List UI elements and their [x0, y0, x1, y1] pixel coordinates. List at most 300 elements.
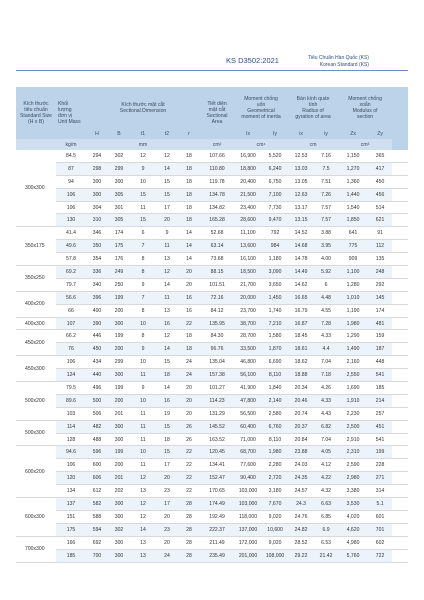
table-cell: 2,280 — [262, 459, 288, 472]
standard-size-cell: 700x300 — [16, 536, 56, 562]
sub-zy: Zy — [368, 129, 392, 139]
table-cell: 3.95 — [314, 240, 338, 253]
table-cell: 9 — [156, 227, 178, 240]
table-cell: 300 — [108, 433, 130, 446]
row-spacer — [392, 536, 408, 549]
table-cell: 56,100 — [234, 369, 262, 382]
col-modulus-of-section: Moment chống xoắn Modulus of section — [338, 87, 392, 129]
table-cell: 10 — [130, 356, 156, 369]
table-row — [16, 510, 408, 523]
table-cell: 20 — [156, 510, 178, 523]
table-row — [16, 407, 408, 420]
table-cell: 107.66 — [200, 150, 234, 162]
table-cell: 72.16 — [200, 291, 234, 304]
table-cell: 66 — [56, 304, 86, 317]
table-cell: 596 — [86, 446, 108, 459]
table-cell: 2,910 — [338, 433, 368, 446]
table-row — [16, 278, 408, 291]
row-spacer — [392, 446, 408, 459]
table-row — [16, 330, 408, 343]
table-cell: 96.76 — [200, 343, 234, 356]
table-cell: 4.48 — [314, 291, 338, 304]
table-cell: 15 — [130, 188, 156, 201]
table-cell: 299 — [108, 162, 130, 175]
table-cell: 14 — [130, 523, 156, 536]
table-cell: 135 — [368, 253, 392, 266]
table-cell: 1,180 — [262, 253, 288, 266]
standard-size-cell: 350x175 — [16, 227, 56, 266]
table-cell: 114 — [56, 420, 86, 433]
table-cell: 56,500 — [234, 407, 262, 420]
table-cell: 13 — [130, 549, 156, 562]
table-cell: 174 — [368, 304, 392, 317]
table-cell: 10 — [130, 175, 156, 188]
table-cell: 151 — [56, 510, 86, 523]
table-cell: 175 — [108, 240, 130, 253]
table-cell: 300 — [108, 369, 130, 382]
table-cell: 199 — [368, 446, 392, 459]
table-cell: 541 — [368, 369, 392, 382]
table-cell: 76 — [56, 343, 86, 356]
table-cell: 94 — [56, 175, 86, 188]
table-cell: 248 — [368, 266, 392, 279]
table-row — [16, 394, 408, 407]
table-cell: 22 — [178, 446, 200, 459]
table-cell: 135.04 — [200, 356, 234, 369]
col-standard-size: Kích thước tiêu chuẩn Standard Size (H x B) — [16, 87, 56, 139]
table-cell: 1,290 — [338, 330, 368, 343]
table-cell: 175 — [56, 523, 86, 536]
table-cell: 4.33 — [314, 394, 338, 407]
table-cell: 300 — [108, 536, 130, 549]
table-cell: 23,400 — [234, 201, 262, 214]
table-cell: 11 — [130, 420, 156, 433]
table-cell: 46,800 — [234, 356, 262, 369]
table-cell: 1,580 — [262, 330, 288, 343]
table-cell: 159 — [368, 330, 392, 343]
table-cell: 23,700 — [234, 304, 262, 317]
table-cell: 57.8 — [56, 253, 86, 266]
table-cell: 7.16 — [314, 150, 338, 162]
table-cell: 601 — [368, 510, 392, 523]
table-row — [16, 253, 408, 266]
table-cell: 294 — [86, 150, 108, 162]
table-cell: 22 — [178, 317, 200, 330]
table-cell: 14.62 — [288, 278, 314, 291]
table-cell: 68,700 — [234, 446, 262, 459]
table-row — [16, 446, 408, 459]
table-cell: 354 — [86, 253, 108, 266]
table-cell: 11,100 — [234, 227, 262, 240]
table-cell: 18 — [178, 201, 200, 214]
table-cell: 71,000 — [234, 433, 262, 446]
table-cell: 2,230 — [338, 407, 368, 420]
table-cell: 134 — [56, 485, 86, 498]
table-cell: 41.4 — [56, 227, 86, 240]
table-cell: 448 — [368, 356, 392, 369]
table-cell: 21,500 — [234, 188, 262, 201]
row-spacer — [392, 175, 408, 188]
standard-size-cell: 600x300 — [16, 498, 56, 537]
table-cell: 6.53 — [314, 536, 338, 549]
table-cell: 23.88 — [288, 446, 314, 459]
table-cell: 18.88 — [288, 369, 314, 382]
table-cell: 15 — [156, 188, 178, 201]
table-cell: 13.15 — [288, 214, 314, 227]
table-cell: 103,000 — [234, 498, 262, 511]
table-cell: 13 — [130, 536, 156, 549]
table-cell: 20 — [156, 214, 178, 227]
table-cell: 84.30 — [200, 330, 234, 343]
table-cell: 300 — [86, 175, 108, 188]
table-cell: 28 — [178, 549, 200, 562]
table-cell: 6,750 — [262, 175, 288, 188]
table-cell: 8,110 — [262, 433, 288, 446]
table-cell: 185 — [56, 549, 86, 562]
table-cell: 24.3 — [288, 498, 314, 511]
table-cell: 106 — [56, 459, 86, 472]
table-cell: 301 — [108, 201, 130, 214]
table-cell: 5.1 — [368, 498, 392, 511]
row-spacer — [392, 150, 408, 162]
table-cell: 3,180 — [262, 485, 288, 498]
table-cell: 7 — [130, 291, 156, 304]
table-row — [16, 485, 408, 498]
table-cell: 1,440 — [338, 188, 368, 201]
table-cell: 1,270 — [338, 162, 368, 175]
table-cell: 21.42 — [314, 549, 338, 562]
table-cell: 4.33 — [314, 330, 338, 343]
col-sectional-area: Tiết diện mặt cắt Sectional Area — [200, 87, 234, 139]
table-cell: 66.2 — [56, 330, 86, 343]
table-cell: 166 — [56, 536, 86, 549]
table-cell: 14.52 — [288, 227, 314, 240]
table-cell: 302 — [108, 150, 130, 162]
row-spacer — [392, 201, 408, 214]
table-cell: 300 — [108, 498, 130, 511]
table-cell: 120.45 — [200, 446, 234, 459]
table-cell: 1,980 — [338, 317, 368, 330]
table-cell: 88.15 — [200, 266, 234, 279]
table-cell: 606 — [86, 472, 108, 485]
table-cell: 1,150 — [338, 150, 368, 162]
table-cell: 257 — [368, 407, 392, 420]
sub-iy-moment: Iy — [262, 129, 288, 139]
sub-ix-moment: Ix — [234, 129, 262, 139]
table-cell: 33,500 — [234, 343, 262, 356]
table-cell: 8 — [130, 266, 156, 279]
table-cell: 119.78 — [200, 175, 234, 188]
table-cell: 20 — [156, 472, 178, 485]
table-cell: 340 — [86, 278, 108, 291]
row-spacer — [392, 317, 408, 330]
col-sectional-dimension: Kích thước mặt cắt Sectional Dimension — [86, 87, 200, 129]
table-cell: 612 — [86, 485, 108, 498]
table-cell: 106 — [56, 188, 86, 201]
table-cell: 79.5 — [56, 382, 86, 395]
table-cell: 18,800 — [234, 162, 262, 175]
table-cell: 11 — [130, 201, 156, 214]
row-spacer — [392, 433, 408, 446]
table-cell: 28.52 — [288, 536, 314, 549]
table-cell: 130 — [56, 214, 86, 227]
table-cell: 300 — [108, 549, 130, 562]
row-spacer — [392, 291, 408, 304]
table-cell: 26 — [178, 420, 200, 433]
table-cell: 350 — [86, 240, 108, 253]
table-cell: 20.34 — [288, 382, 314, 395]
table-cell: 346 — [86, 227, 108, 240]
table-cell: 16 — [178, 291, 200, 304]
table-cell: 52.68 — [200, 227, 234, 240]
table-cell: 10 — [130, 446, 156, 459]
table-cell: 1,740 — [262, 304, 288, 317]
table-cell: 174 — [108, 227, 130, 240]
standard-size-cell: 450x200 — [16, 330, 56, 356]
table-cell: 271 — [368, 472, 392, 485]
table-cell: 7,210 — [262, 317, 288, 330]
standard-size-cell: 500x300 — [16, 420, 56, 446]
table-cell: 22 — [178, 459, 200, 472]
table-cell: 69.2 — [56, 266, 86, 279]
table-cell: 106 — [56, 356, 86, 369]
table-cell: 28,600 — [234, 214, 262, 227]
table-cell: 8 — [130, 253, 156, 266]
table-cell: 24.03 — [288, 459, 314, 472]
row-spacer — [392, 304, 408, 317]
table-cell: 10 — [130, 317, 156, 330]
table-cell: 13.05 — [288, 175, 314, 188]
table-cell: 16 — [156, 394, 178, 407]
table-row — [16, 175, 408, 188]
table-cell: 14.68 — [288, 240, 314, 253]
table-cell: 4,980 — [338, 536, 368, 549]
table-cell: 6.9 — [314, 523, 338, 536]
table-cell: 792 — [262, 227, 288, 240]
table-cell: 170.65 — [200, 485, 234, 498]
table-cell: 13.17 — [288, 201, 314, 214]
table-cell: 19 — [156, 407, 178, 420]
unit-mass: kg/m — [56, 139, 86, 150]
sub-ix-radius: ix — [288, 129, 314, 139]
table-cell: 18 — [156, 433, 178, 446]
table-cell: 38,700 — [234, 317, 262, 330]
table-cell: 23 — [156, 523, 178, 536]
table-cell: 11 — [130, 433, 156, 446]
table-cell: 6 — [130, 227, 156, 240]
table-cell: 1,540 — [338, 201, 368, 214]
table-cell: 1,190 — [338, 304, 368, 317]
standard-size-cell: 400x300 — [16, 317, 56, 330]
table-cell: 14 — [156, 343, 178, 356]
table-cell: 22 — [178, 472, 200, 485]
table-cell: 200 — [108, 394, 130, 407]
row-spacer — [392, 356, 408, 369]
table-cell: 101.51 — [200, 278, 234, 291]
table-cell: 18 — [178, 214, 200, 227]
table-cell: 450 — [86, 343, 108, 356]
table-row — [16, 266, 408, 279]
table-cell: 336 — [86, 266, 108, 279]
table-cell: 49.6 — [56, 240, 86, 253]
table-cell: 11 — [130, 459, 156, 472]
table-cell: 13 — [130, 485, 156, 498]
table-cell: 300 — [108, 175, 130, 188]
row-spacer — [392, 214, 408, 227]
row-spacer — [392, 485, 408, 498]
table-cell: 14 — [156, 162, 178, 175]
table-cell: 15 — [156, 420, 178, 433]
table-cell: 7.04 — [314, 356, 338, 369]
row-spacer — [392, 420, 408, 433]
table-cell: 722 — [368, 549, 392, 562]
table-row — [16, 343, 408, 356]
row-spacer — [392, 459, 408, 472]
table-cell: 300 — [86, 188, 108, 201]
row-spacer — [392, 227, 408, 240]
table-cell: 302 — [108, 523, 130, 536]
table-cell: 1,010 — [338, 291, 368, 304]
table-cell: 602 — [368, 536, 392, 549]
table-cell: 7 — [130, 240, 156, 253]
table-cell: 4,620 — [338, 523, 368, 536]
table-cell: 4.55 — [314, 304, 338, 317]
table-row — [16, 162, 408, 175]
table-cell: 17 — [156, 459, 178, 472]
table-cell: 600 — [86, 459, 108, 472]
table-cell: 20 — [178, 407, 200, 420]
table-cell: 107 — [56, 317, 86, 330]
table-cell: 3,530 — [338, 498, 368, 511]
table-cell: 13,600 — [234, 240, 262, 253]
table-cell: 131.29 — [200, 407, 234, 420]
table-cell: 20 — [178, 278, 200, 291]
table-cell: 18 — [178, 188, 200, 201]
table-cell: 12 — [156, 266, 178, 279]
table-cell: 14.78 — [288, 253, 314, 266]
standard-size-cell: 600x200 — [16, 446, 56, 498]
table-cell: 235.49 — [200, 549, 234, 562]
table-cell: 3,090 — [262, 266, 288, 279]
table-cell: 16.79 — [288, 304, 314, 317]
table-cell: 450 — [368, 175, 392, 188]
table-cell: 87 — [56, 162, 86, 175]
table-cell: 16,900 — [234, 150, 262, 162]
table-cell: 10,600 — [262, 523, 288, 536]
table-cell: 24 — [178, 356, 200, 369]
table-cell: 305 — [108, 188, 130, 201]
table-cell: 482 — [86, 420, 108, 433]
table-cell: 6.63 — [314, 498, 338, 511]
row-spacer — [392, 343, 408, 356]
table-cell: 12.53 — [288, 150, 314, 162]
table-cell: 114.23 — [200, 394, 234, 407]
sub-iy-radius: iy — [314, 129, 338, 139]
table-cell: 7.28 — [314, 317, 338, 330]
standard-label-en: Korean Standard (KS) — [319, 61, 369, 68]
table-cell: 16,100 — [234, 253, 262, 266]
table-body — [16, 150, 408, 562]
table-cell: 6,760 — [262, 420, 288, 433]
table-cell: 7,730 — [262, 201, 288, 214]
table-cell: 11 — [156, 240, 178, 253]
table-cell: 300 — [108, 317, 130, 330]
table-cell: 20.84 — [288, 433, 314, 446]
table-cell: 12 — [156, 150, 178, 162]
table-cell: 16.65 — [288, 291, 314, 304]
table-cell: 28 — [178, 498, 200, 511]
sub-r: r — [178, 129, 200, 139]
units-blank — [16, 139, 56, 150]
table-cell: 12 — [130, 472, 156, 485]
table-cell: 8 — [130, 330, 156, 343]
table-cell: 488 — [86, 433, 108, 446]
table-cell: 14.49 — [288, 266, 314, 279]
table-cell: 14 — [178, 253, 200, 266]
table-row — [16, 227, 408, 240]
table-cell: 390 — [86, 317, 108, 330]
table-cell: 124 — [56, 369, 86, 382]
table-cell: 249 — [108, 266, 130, 279]
table-cell: 199 — [108, 330, 130, 343]
table-cell: 145.52 — [200, 420, 234, 433]
col-radius-of-gyration: Bán kính quán tính Radius of gyration of area — [288, 87, 338, 129]
table-cell: 120 — [56, 472, 86, 485]
table-cell: 1,910 — [338, 394, 368, 407]
table-cell: 29.22 — [288, 549, 314, 562]
table-cell: 18 — [178, 330, 200, 343]
table-cell: 506 — [86, 407, 108, 420]
table-cell: 47,800 — [234, 394, 262, 407]
table-cell: 13.03 — [288, 162, 314, 175]
table-cell: 12.63 — [288, 188, 314, 201]
table-cell: 9,020 — [262, 510, 288, 523]
table-cell: 28,700 — [234, 330, 262, 343]
table-cell: 446 — [86, 330, 108, 343]
table-row — [16, 433, 408, 446]
table-cell: 10 — [130, 394, 156, 407]
table-cell: 692 — [86, 536, 108, 549]
table-cell: 2,580 — [262, 407, 288, 420]
header-rule — [16, 70, 408, 71]
table-cell: 20.74 — [288, 407, 314, 420]
table-cell: 9,020 — [262, 536, 288, 549]
table-cell: 84.12 — [200, 304, 234, 317]
table-cell: 310 — [86, 214, 108, 227]
table-row — [16, 304, 408, 317]
table-cell: 400 — [86, 304, 108, 317]
table-cell: 7.57 — [314, 214, 338, 227]
table-cell: 434 — [86, 356, 108, 369]
table-cell: 15 — [130, 214, 156, 227]
table-cell: 152.47 — [200, 472, 234, 485]
table-cell: 157.38 — [200, 369, 234, 382]
row-spacer — [392, 407, 408, 420]
table-cell: 199 — [108, 291, 130, 304]
table-cell: 4.22 — [314, 472, 338, 485]
table-cell: 588 — [86, 510, 108, 523]
table-cell: 13 — [156, 253, 178, 266]
col-spacer — [392, 87, 408, 150]
row-spacer — [392, 162, 408, 175]
table-cell: 18 — [156, 369, 178, 382]
row-spacer — [392, 510, 408, 523]
table-cell: 84.5 — [56, 150, 86, 162]
table-cell: 106 — [56, 201, 86, 214]
table-cell: 214 — [368, 394, 392, 407]
table-cell: 6 — [314, 278, 338, 291]
table-cell: 185 — [368, 382, 392, 395]
